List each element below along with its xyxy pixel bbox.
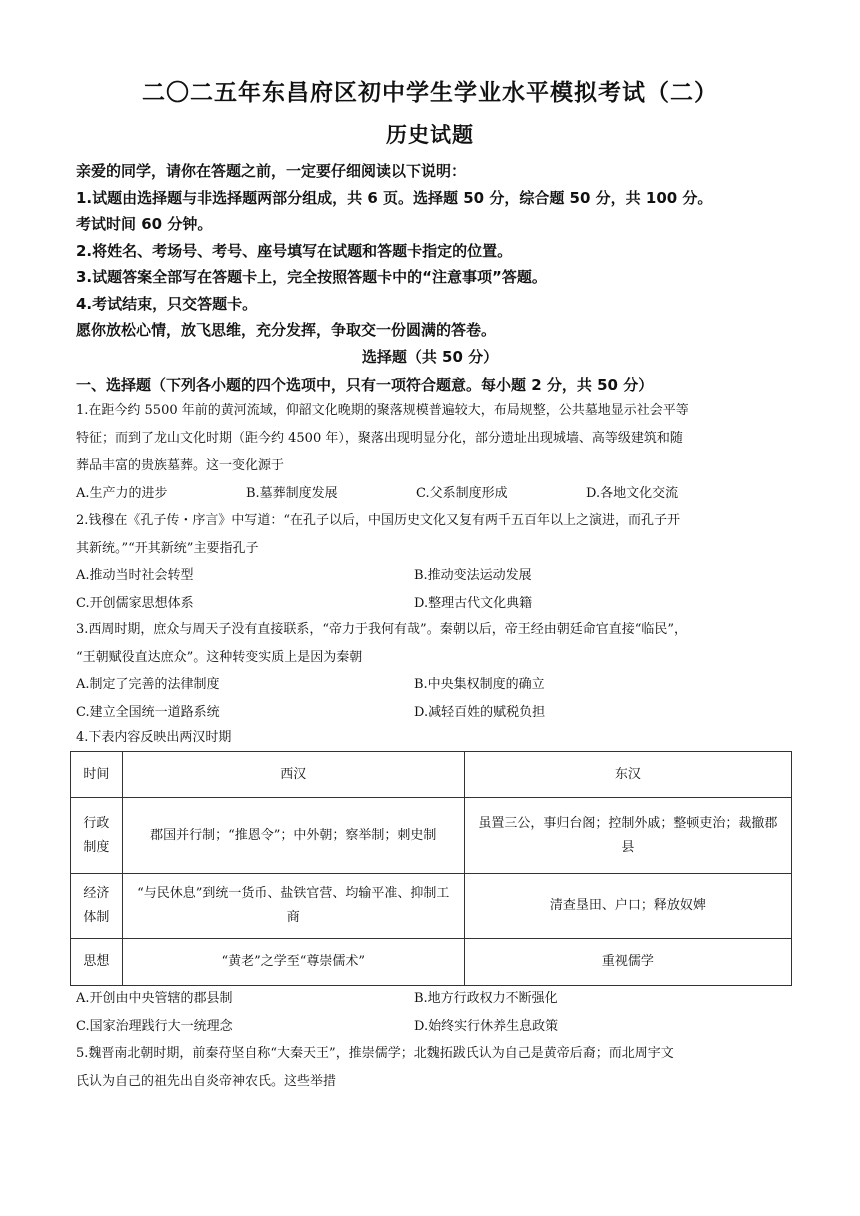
- instruction-line: 考试时间 60 分钟。: [76, 215, 213, 233]
- part-title: 一、选择题（下列各小题的四个选项中，只有一项符合题意。每小题 2 分，共 50 分）: [76, 376, 654, 394]
- option-c: C.国家治理践行大一统理念: [76, 1018, 233, 1034]
- table-header-row: [71, 752, 792, 798]
- table-row-label: 思想: [71, 939, 123, 986]
- section-title: 选择题（共 50 分）: [361, 348, 499, 366]
- han-dynasty-table: [70, 751, 792, 986]
- option-c: C.建立全国统一道路系统: [76, 704, 220, 720]
- question-text: 5.魏晋南北朝时期，前秦苻坚自称“大秦天王”，推崇儒学；北魏拓跋氏认为自己是黄帝后裔；而北周宇文: [76, 1046, 674, 1061]
- question-2: [76, 507, 794, 617]
- table-cell: 郡国并行制；“推恩令”；中外朝；察举制；刺史制: [122, 798, 464, 874]
- question-text: 氏认为自己的祖先出自炎帝神农氏。这些举措: [76, 1073, 337, 1089]
- table-row: [71, 874, 792, 939]
- question-text: 其新统。”“开其新统”主要指孔子: [76, 540, 259, 556]
- question-text: 特征；而到了龙山文化时期（距今约 4500 年），聚落出现明显分化，部分遗址出现城墙、高等级建筑和随: [76, 430, 683, 446]
- table-cell: 虽置三公，事归台阁；控制外戚；整顿吏治；裁撤郡县: [464, 798, 791, 874]
- table-row-label: 行政制度: [71, 798, 123, 874]
- question-4-options: [76, 985, 794, 1040]
- option-b: B.墓葬制度发展: [246, 485, 338, 501]
- question-text: 葬品丰富的贵族墓葬。这一变化源于: [76, 458, 285, 473]
- question-text: “王朝赋役直达庶众”。这种转变实质上是因为秦朝: [76, 649, 363, 665]
- instruction-line: 亲爱的同学，请你在答题之前，一定要仔细阅读以下说明：: [76, 162, 467, 180]
- question-3: [76, 616, 794, 726]
- option-a: A.推动当时社会转型: [76, 568, 194, 583]
- option-b: B.中央集权制度的确立: [414, 677, 545, 692]
- option-b: B.地方行政权力不断强化: [414, 991, 558, 1006]
- question-1: [76, 397, 794, 507]
- question-5: [76, 1040, 794, 1095]
- question-text: 3.西周时期，庶众与周天子没有直接联系，“帝力于我何有哉”。秦朝以后，帝王经由朝廷命官直接“临民”，: [76, 622, 687, 637]
- question-options: [76, 590, 794, 618]
- question-text: 4.下表内容反映出两汉时期: [76, 730, 232, 745]
- question-options: [76, 671, 794, 699]
- option-c: C.父系制度形成: [416, 485, 508, 501]
- question-options: [76, 562, 794, 590]
- question-text: 2.钱穆在《孔子传・序言》中写道：“在孔子以后，中国历史文化又复有两千五百年以上之演进，而孔子开: [76, 513, 681, 528]
- question-text: 1.在距今约 5500 年前的黄河流域，仰韶文化晚期的聚落规模普遍较大，布局规整，公共墓地显示社会平等: [76, 403, 689, 418]
- option-a: A.开创由中央管辖的郡县制: [76, 991, 233, 1006]
- table-cell: “黄老”之学至“尊崇儒术”: [122, 939, 464, 986]
- table-cell: 重视儒学: [464, 939, 791, 986]
- instruction-line: 1.试题由选择题与非选择题两部分组成，共 6 页。选择题 50 分，综合题 50 分，共 100 分。: [76, 188, 713, 207]
- question-options: [76, 699, 794, 727]
- exam-title: 二〇二五年东昌府区初中学生学业水平模拟考试（二）: [142, 79, 718, 106]
- option-c: C.开创儒家思想体系: [76, 595, 194, 611]
- table-row: [71, 798, 792, 874]
- table-header-cell: 东汉: [464, 752, 791, 798]
- question-options: [76, 985, 794, 1013]
- option-d: D.始终实行休养生息政策: [414, 1018, 559, 1034]
- question-options: [76, 480, 794, 508]
- question-options: [76, 1013, 794, 1041]
- instruction-line: 2.将姓名、考场号、考号、座号填写在试题和答题卡指定的位置。: [76, 241, 513, 260]
- option-a: A.制定了完善的法律制度: [76, 677, 220, 692]
- instruction-line: 3.试题答案全部写在答题卡上，完全按照答题卡中的“注意事项”答题。: [76, 268, 547, 286]
- exam-subtitle: 历史试题: [386, 122, 474, 147]
- option-d: D.各地文化交流: [586, 485, 679, 501]
- instructions: [76, 158, 794, 344]
- table-header-cell: 西汉: [122, 752, 464, 798]
- table-row: [71, 939, 792, 986]
- instruction-line: 愿你放松心情，放飞思维，充分发挥，争取交一份圆满的答卷。: [76, 321, 497, 339]
- question-4: [76, 724, 794, 752]
- table-header-cell: 时间: [71, 752, 123, 798]
- table-cell: 清查垦田、户口；释放奴婢: [464, 874, 791, 939]
- option-d: D.整理古代文化典籍: [414, 595, 533, 611]
- option-d: D.减轻百姓的赋税负担: [414, 704, 546, 720]
- instruction-line: 4.考试结束，只交答题卡。: [76, 294, 258, 313]
- option-b: B.推动变法运动发展: [414, 568, 532, 583]
- table-cell: “与民休息”到统一货币、盐铁官营、均输平准、抑制工商: [122, 874, 464, 939]
- table-row-label: 经济体制: [71, 874, 123, 939]
- option-a: A.生产力的进步: [76, 485, 168, 501]
